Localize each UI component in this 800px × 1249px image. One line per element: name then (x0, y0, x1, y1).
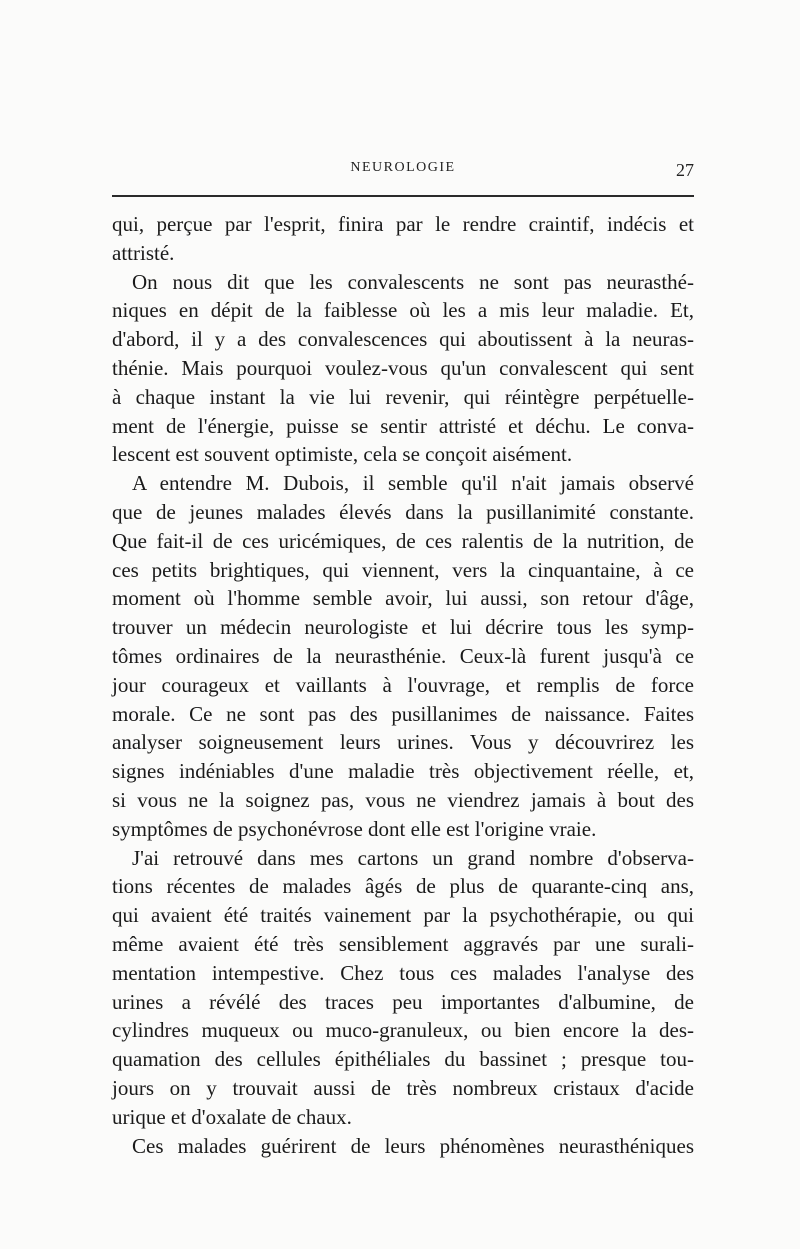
text-line: urines a révélé des traces peu importantes d'albumine, de (112, 989, 694, 1014)
text-line: jour courageux et vaillants à l'ouvrage, et remplis de force (112, 672, 694, 697)
text-line: symptômes de psychonévrose dont elle est l'origine vraie. (112, 816, 597, 841)
text-line: même avaient été très sensiblement aggravés par une surali- (112, 931, 694, 956)
text-line: Que fait-il de ces uricémiques, de ces ralentis de la nutrition, de (112, 528, 694, 553)
body-text (112, 210, 694, 1160)
text-line: qui avaient été traités vainement par la psychothérapie, ou qui (112, 903, 694, 928)
text-line: jours on y trouvait aussi de très nombreux cristaux d'acide (112, 1075, 694, 1100)
text-line: signes indéniables d'une maladie très objectivement réelle, et, (112, 759, 694, 784)
text-line: d'abord, il y a des convalescences qui aboutissent à la neuras- (112, 327, 694, 352)
text-line: ces petits brightiques, qui viennent, vers la cinquantaine, à ce (112, 557, 694, 582)
text-line: que de jeunes malades élevés dans la pusillanimité constante. (112, 499, 694, 524)
text-line: lescent est souvent optimiste, cela se conçoit aisément. (112, 442, 573, 467)
text-line: quamation des cellules épithéliales du bassinet ; presque tou- (112, 1047, 694, 1072)
text-line: morale. Ce ne sont pas des pusillanimes de naissance. Faites (112, 701, 694, 726)
text-line: qui, perçue par l'esprit, finira par le rendre craintif, indécis et (112, 212, 694, 236)
text-line: analyser soigneusement leurs urines. Vous y découvrirez les (112, 730, 694, 755)
text-line: attristé. (112, 240, 175, 265)
text-line: J'ai retrouvé dans mes cartons un grand nombre d'observa- (132, 845, 694, 870)
text-line: cylindres muqueux ou muco-granuleux, ou bien encore la des- (112, 1018, 694, 1043)
text-line: tômes ordinaires de la neurasthénie. Ceux-là furent jusqu'à ce (112, 643, 694, 668)
text-line: Ces malades guérirent de leurs phénomènes neurasthéniques (132, 1133, 694, 1158)
text-line: A entendre M. Dubois, il semble qu'il n'ait jamais observé (132, 471, 694, 496)
text-line: thénie. Mais pourquoi voulez-vous qu'un convalescent qui sent (112, 355, 694, 380)
text-line: à chaque instant la vie lui revenir, qui réintègre perpétuelle- (112, 384, 694, 409)
text-line: urique et d'oxalate de chaux. (112, 1104, 352, 1129)
text-line: mentation intempestive. Chez tous ces malades l'analyse des (112, 960, 694, 985)
running-title: NEUROLOGIE (350, 160, 456, 175)
text-line: On nous dit que les convalescents ne sont pas neurasthé- (132, 269, 694, 294)
page-header (112, 152, 694, 192)
text-line: si vous ne la soignez pas, vous ne viendrez jamais à bout des (112, 787, 694, 812)
text-line: moment où l'homme semble avoir, lui aussi, son retour d'âge, (112, 586, 694, 611)
header-rule (112, 195, 694, 197)
text-line: trouver un médecin neurologiste et lui décrire tous les symp- (112, 615, 694, 640)
text-line: ment de l'énergie, puisse se sentir attristé et déchu. Le conva- (112, 413, 694, 438)
text-line: tions récentes de malades âgés de plus de quarante-cinq ans, (112, 874, 694, 899)
page-number: 27 (676, 160, 694, 180)
text-line: niques en dépit de la faiblesse où les a mis leur maladie. Et, (112, 298, 694, 323)
